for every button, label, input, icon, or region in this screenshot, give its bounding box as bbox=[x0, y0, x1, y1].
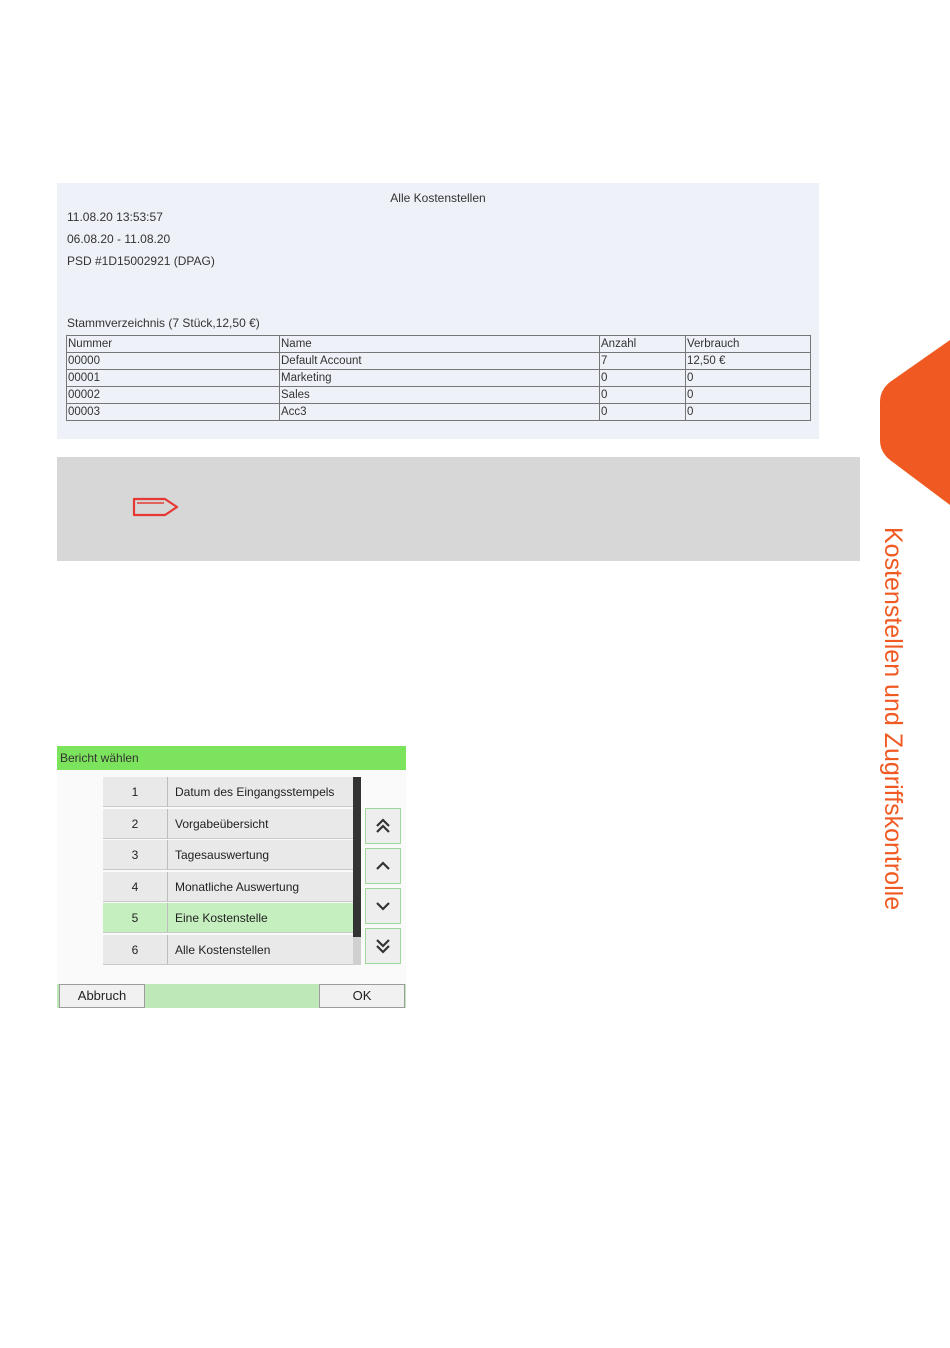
table-cell: Marketing bbox=[280, 370, 600, 387]
list-item[interactable] bbox=[103, 809, 355, 839]
list-item-selected[interactable] bbox=[103, 903, 355, 933]
list-item[interactable] bbox=[103, 872, 355, 902]
report-summary: Stammverzeichnis (7 Stück,12,50 €) bbox=[67, 316, 260, 330]
table-cell: 00002 bbox=[67, 387, 280, 404]
double-chevron-up-icon bbox=[373, 816, 393, 836]
chapter-tab bbox=[880, 340, 950, 505]
chevron-up-icon bbox=[373, 856, 393, 876]
report-date-range: 06.08.20 - 11.08.20 bbox=[67, 232, 171, 246]
report-printout bbox=[57, 183, 819, 439]
ok-button[interactable]: OK bbox=[319, 984, 405, 1008]
table-row bbox=[67, 387, 811, 404]
table-cell: 12,50 € bbox=[686, 353, 811, 370]
page-down-button[interactable] bbox=[365, 928, 401, 964]
table-cell: 00003 bbox=[67, 404, 280, 421]
report-datetime: 11.08.20 13:53:57 bbox=[67, 210, 163, 224]
report-table-header bbox=[67, 336, 811, 353]
scroll-up-button[interactable] bbox=[365, 848, 401, 884]
item-label: Tagesauswertung bbox=[175, 848, 270, 863]
list-item[interactable] bbox=[103, 935, 355, 965]
table-row bbox=[67, 370, 811, 387]
item-label: Eine Kostenstelle bbox=[175, 911, 268, 926]
item-label: Datum des Eingangsstempels bbox=[175, 785, 335, 799]
list-item[interactable] bbox=[103, 840, 355, 870]
table-cell: 00000 bbox=[67, 353, 280, 370]
table-cell: Default Account bbox=[280, 353, 600, 370]
note-box bbox=[57, 457, 860, 561]
pointer-hand-icon bbox=[131, 495, 181, 519]
table-cell: 0 bbox=[686, 370, 811, 387]
table-cell: 00001 bbox=[67, 370, 280, 387]
scroll-down-button[interactable] bbox=[365, 888, 401, 924]
item-number: 3 bbox=[103, 840, 168, 870]
table-cell: 0 bbox=[600, 404, 686, 421]
scrollbar[interactable] bbox=[353, 777, 361, 965]
device-screen bbox=[57, 746, 406, 1008]
report-table bbox=[66, 335, 811, 421]
table-row bbox=[67, 353, 811, 370]
table-cell: Acc3 bbox=[280, 404, 600, 421]
report-title: Alle Kostenstellen bbox=[390, 191, 486, 205]
item-label: Monatliche Auswertung bbox=[175, 879, 300, 894]
screen-header: Bericht wählen bbox=[57, 746, 406, 770]
report-list bbox=[103, 777, 355, 967]
table-cell: 7 bbox=[600, 353, 686, 370]
table-cell: 0 bbox=[686, 404, 811, 421]
report-psd: PSD #1D15002921 (DPAG) bbox=[67, 254, 215, 268]
table-cell: 0 bbox=[600, 370, 686, 387]
item-label: Alle Kostenstellen bbox=[175, 942, 271, 957]
col-header: Nummer bbox=[67, 336, 280, 353]
col-header: Anzahl bbox=[600, 336, 686, 353]
list-item[interactable] bbox=[103, 777, 355, 807]
double-chevron-down-icon bbox=[373, 936, 393, 956]
screen-footer bbox=[57, 984, 406, 1008]
col-header: Name bbox=[280, 336, 600, 353]
table-cell: 0 bbox=[600, 387, 686, 404]
col-header: Verbrauch bbox=[686, 336, 811, 353]
table-cell: 0 bbox=[686, 387, 811, 404]
item-number: 6 bbox=[103, 935, 168, 965]
table-cell: Sales bbox=[280, 387, 600, 404]
cancel-button[interactable]: Abbruch bbox=[59, 984, 145, 1008]
item-number: 4 bbox=[103, 872, 168, 902]
page-up-button[interactable] bbox=[365, 808, 401, 844]
item-number: 2 bbox=[103, 809, 168, 839]
chevron-down-icon bbox=[373, 896, 393, 916]
chapter-title: Kostenstellen und Zugriffskontrolle bbox=[879, 527, 907, 911]
table-row bbox=[67, 404, 811, 421]
item-label: Vorgabeübersicht bbox=[175, 816, 269, 831]
scrollbar-thumb[interactable] bbox=[353, 777, 361, 937]
item-number: 1 bbox=[103, 777, 168, 807]
item-number: 5 bbox=[103, 903, 168, 933]
